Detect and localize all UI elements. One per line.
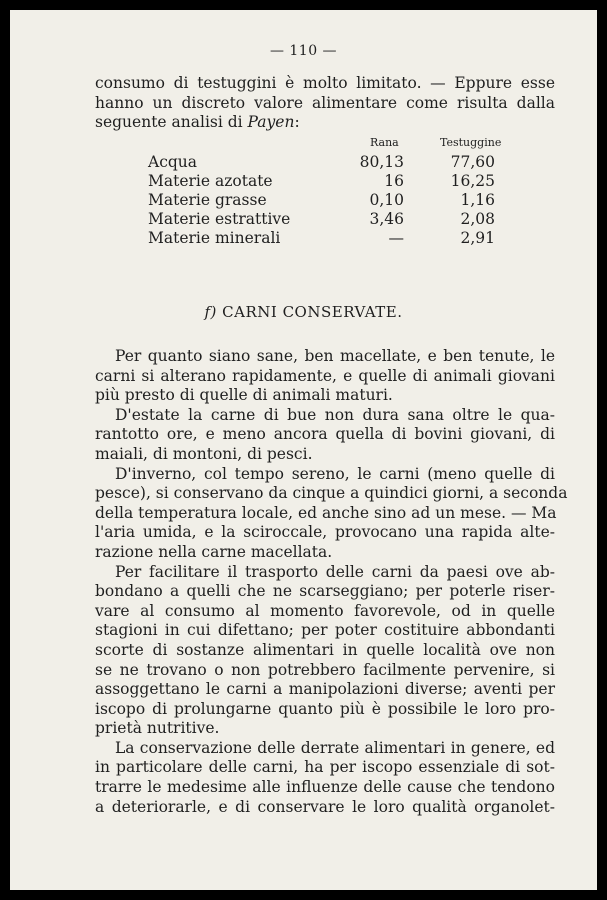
text-line: scorte di sostanze alimentari in quelle località ove non [95,640,555,659]
text-line: consumo di testuggini è molto limitato. — Eppure esse [95,74,555,92]
text-line: bondano a quelli che ne scarseggiano; per poterle riser- [95,582,555,601]
testuggine-value: 1,16 [460,191,495,209]
rana-value: 0,10 [369,191,404,209]
text-line: l'aria umida, e la sciroccale, provocano una rapida alte- [95,523,555,542]
text-line: in particolare delle carni, ha per iscopo essenziale di sot- [95,758,555,777]
text-line: D'inverno, col tempo sereno, le carni (meno quelle di [115,464,555,483]
text-line: Per quanto siano sane, ben macellate, e ben tenute, le [115,347,555,365]
text-line: vare al consumo al momento favorevole, od in quelle [95,601,555,620]
text-line: D'estate la carne di bue non dura sana oltre le qua- [115,405,555,424]
rana-value: 3,46 [369,210,404,228]
text-line: assoggettano le carni a manipolazioni diverse; aventi per [95,680,555,699]
text-line: pesce), si conservano da cinque a quindici giorni, a seconda [95,484,568,503]
text-line: rantotto ore, e meno ancora quella di bovini giovani, di [95,425,555,444]
section-letter: f) [204,303,217,321]
text-line: hanno un discreto valore alimentare come risulta dalla [95,93,555,112]
text-line: della temperatura locale, ed anche sino ad un mese. — Ma [95,503,557,522]
row-label: Materie grasse [148,191,267,209]
testuggine-value: 2,08 [460,210,495,228]
text-line: più presto di quelle di animali maturi. [95,386,393,405]
author-name: Payen [247,113,295,132]
text-line: prietà nutritive. [95,719,220,738]
text-line: stagioni in cui difettano; per poter costituire abbondanti [95,621,555,640]
text-line: carni si alterano rapidamente, e quelle di animali giovani [95,366,555,385]
text-line: maiali, di montoni, di pesci. [95,444,313,463]
page-number: — 110 — [269,43,338,59]
rana-value: 16 [384,172,404,190]
row-label: Materie estrattive [148,210,291,228]
testuggine-value: 2,91 [460,229,495,247]
column-header-testuggine: Testuggine [440,136,502,149]
book-page [10,10,597,890]
rana-value: — [388,229,404,247]
testuggine-value: 77,60 [450,153,495,171]
section-heading [10,303,597,321]
row-label: Materie azotate [148,172,273,190]
text-line: Per facilitare il trasporto delle carni da paesi ove ab- [115,562,555,581]
text-line: a deteriorarle, e di conservare le loro qualità organolet- [95,797,555,816]
text-line: se ne trovano o non potrebbero facilmente pervenire, si [95,660,555,679]
text-line: seguente analisi di Payen: [95,113,300,132]
text-line: trarre le medesime alle influenze delle cause che tendono [95,778,555,797]
row-label: Materie minerali [148,229,281,247]
body-text [95,347,568,817]
section-title: CARNI CONSERVATE. [222,303,403,321]
text-line: La conservazione delle derrate alimentari in genere, ed [115,738,555,757]
text-line: iscopo di prolungarne quanto più è possibile le loro pro- [95,699,555,718]
intro-paragraph [95,74,555,133]
text-line: razione nella carne macellata. [95,542,333,561]
rana-value: 80,13 [359,153,404,171]
column-header-rana: Rana [370,136,399,149]
testuggine-value: 16,25 [450,172,495,190]
row-label: Acqua [148,153,198,171]
